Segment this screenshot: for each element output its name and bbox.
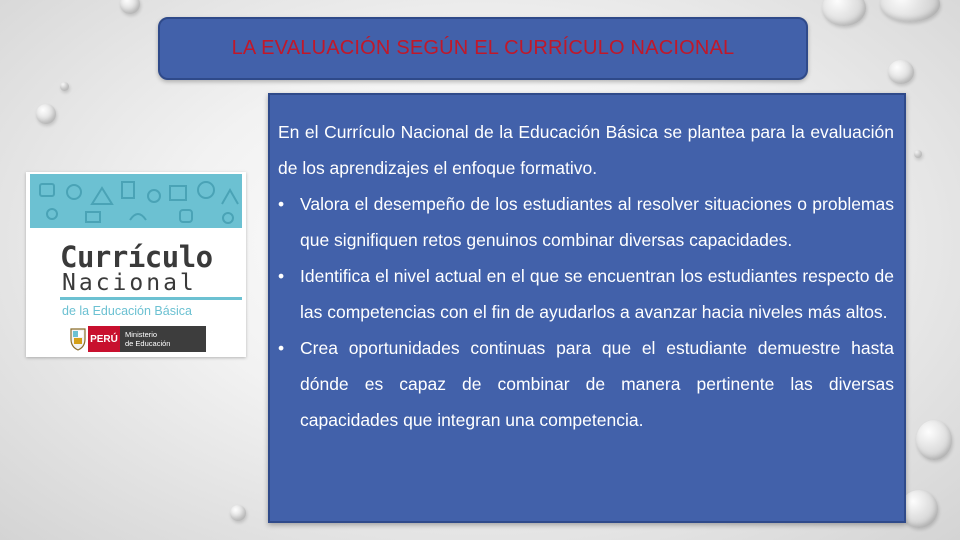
water-drop-decoration <box>230 505 246 521</box>
coat-of-arms-icon <box>68 326 88 352</box>
bullet-icon: • <box>278 194 285 214</box>
peru-label: PERÚ <box>88 326 120 352</box>
list-item <box>278 258 894 330</box>
water-drop-decoration <box>120 0 140 14</box>
water-drop-decoration <box>916 420 952 460</box>
bullet-icon: • <box>278 266 285 286</box>
curriculo-nacional-logo <box>26 172 246 357</box>
content-text <box>278 114 894 438</box>
logo-word-curriculo: Currículo <box>60 240 213 274</box>
bullet-icon: • <box>278 338 285 358</box>
intro-paragraph: En el Currículo Nacional de la Educación Básica se plantea para la evaluación de los aprendizajes el enfoque formativo. <box>278 122 894 178</box>
water-drop-decoration <box>60 82 69 91</box>
water-drop-decoration <box>914 150 922 158</box>
logo-subtitle: de la Educación Básica <box>62 304 192 318</box>
list-item <box>278 186 894 258</box>
bullet-text: Crea oportunidades continuas para que el estudiante demuestre hasta dónde es capaz de combinar de manera pertinente las diversas capacidades que integran una competencia. <box>300 338 894 430</box>
doodle-pattern-icon <box>30 174 242 228</box>
water-drop-decoration <box>888 60 914 84</box>
bullet-text: Valora el desempeño de los estudiantes al resolver situaciones o problemas que signifiquen retos genuinos combinar diversas capacidades. <box>300 194 894 250</box>
logo-word-nacional: Nacional <box>62 270 197 296</box>
water-drop-decoration <box>822 0 866 26</box>
logo-divider <box>60 297 242 300</box>
water-drop-decoration <box>36 104 56 124</box>
title-box <box>158 17 808 80</box>
government-brand <box>68 326 206 352</box>
slide-title: LA EVALUACIÓN SEGÚN EL CURRÍCULO NACIONAL <box>231 37 735 59</box>
bullet-text: Identifica el nivel actual en el que se encuentran los estudiantes respecto de las competencias con el fin de ayudarlos a avanzar hacia niveles más altos. <box>300 266 894 322</box>
ministry-label: Ministerio de Educación <box>120 326 206 352</box>
water-drop-decoration <box>880 0 940 22</box>
list-item <box>278 330 894 438</box>
logo-pattern-band <box>30 174 242 228</box>
